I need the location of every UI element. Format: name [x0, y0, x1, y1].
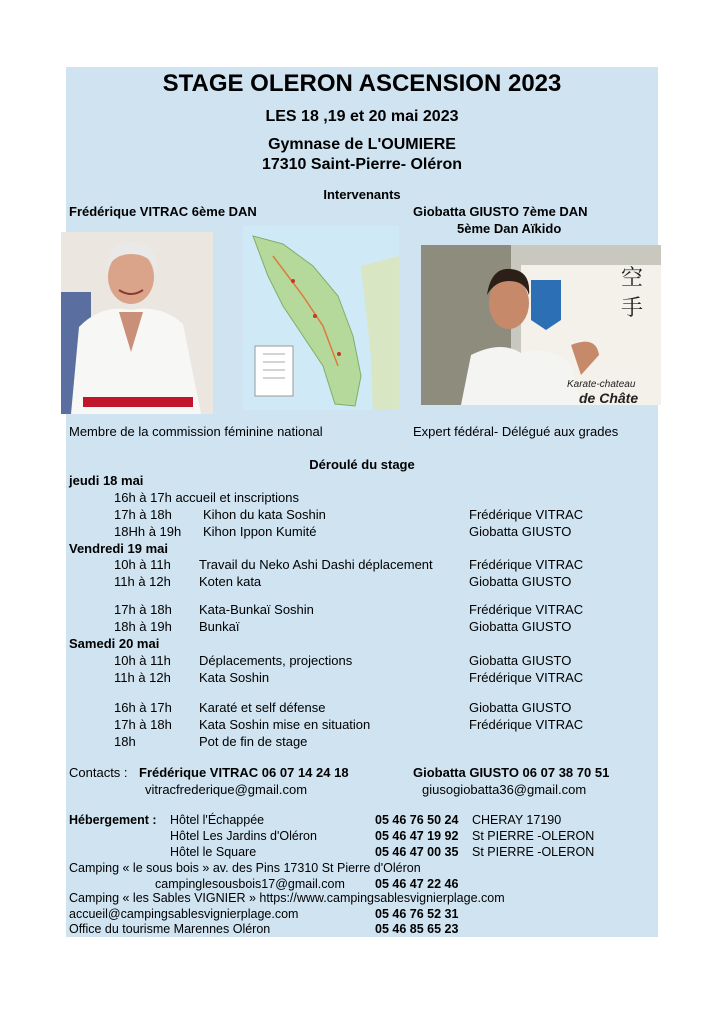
schedule-instructor: Giobatta GIUSTO [469, 619, 572, 634]
camping-1-email[interactable]: campinglesousbois17@gmail.com [155, 877, 345, 891]
hotel-town: St PIERRE -OLERON [472, 829, 595, 843]
event-dates: LES 18 ,19 et 20 mai 2023 [265, 108, 459, 125]
schedule-time: 18h à 19h [114, 619, 172, 634]
schedule-time: 10h à 11h [114, 653, 171, 668]
banner-kanji-icon-2: 手 [621, 296, 644, 321]
camping-1-phone: 05 46 47 22 46 [375, 877, 459, 891]
hotel-phone: 05 46 47 00 35 [375, 845, 459, 859]
schedule-activity: Karaté et self défense [199, 700, 326, 715]
day-heading: Samedi 20 mai [69, 636, 160, 651]
banner-kanji-icon: 空 [621, 266, 644, 291]
instructor-left-name: Frédérique VITRAC 6ème DAN [69, 204, 257, 219]
camping-2-phone: 05 46 76 52 31 [375, 907, 459, 921]
contact-left: Frédérique VITRAC 06 07 14 24 18 [139, 765, 349, 780]
oleron-map [243, 226, 399, 410]
schedule-instructor: Frédérique VITRAC [469, 670, 584, 685]
banner-text-1: Karate-chateau [567, 379, 636, 390]
banner-text-2: de Châte [579, 390, 639, 405]
schedule-title: Déroulé du stage [309, 457, 415, 472]
schedule-instructor: Frédérique VITRAC [469, 717, 584, 732]
instructor-right-subtitle: 5ème Dan Aïkido [457, 221, 562, 236]
schedule-time: 10h à 11h [114, 557, 171, 572]
schedule-activity: Kihon du kata Soshin [203, 507, 326, 522]
schedule-time: 17h à 18h [114, 602, 172, 617]
schedule-activity: Kata Soshin mise en situation [199, 717, 371, 732]
schedule-instructor: Frédérique VITRAC [469, 507, 584, 522]
tourism-phone: 05 46 85 65 23 [375, 922, 459, 936]
instructor-right-name: Giobatta GIUSTO 7ème DAN [413, 204, 588, 219]
schedule-activity: Kata Soshin [199, 670, 270, 685]
schedule-time: 16h à 17h accueil et inscriptions [114, 490, 300, 505]
intervenants-heading: Intervenants [323, 187, 401, 202]
schedule-activity: Kata-Bunkaï Soshin [199, 602, 314, 617]
hotel-phone: 05 46 47 19 92 [375, 829, 459, 843]
schedule-activity: Pot de fin de stage [199, 734, 308, 749]
hotel-name: Hôtel Les Jardins d'Oléron [170, 829, 317, 843]
left-photo [61, 232, 213, 414]
man-karate-photo [421, 245, 661, 405]
schedule-time: 11h à 12h [114, 670, 171, 685]
schedule-activity: Bunkaï [199, 619, 240, 634]
schedule-time: 11h à 12h [114, 574, 171, 589]
day-heading: Vendredi 19 mai [69, 541, 168, 556]
camping-2[interactable]: Camping « les Sables VIGNIER » https://www.campingsablesvignierplage.com [69, 891, 505, 905]
lodging-label: Hébergement : [69, 813, 157, 827]
schedule-instructor: Giobatta GIUSTO [469, 653, 572, 668]
schedule-time: 18h [114, 734, 136, 749]
contact-right-email[interactable]: giusogiobatta36@gmail.com [422, 782, 587, 797]
camping-2-email[interactable]: accueil@campingsablesvignierplage.com [69, 907, 299, 921]
venue-name: Gymnase de L'OUMIERE [268, 136, 456, 153]
hotel-phone: 05 46 76 50 24 [375, 813, 459, 827]
camping-1: Camping « le sous bois » av. des Pins 17310 St Pierre d'Oléron [69, 861, 421, 875]
schedule-instructor: Giobatta GIUSTO [469, 524, 572, 539]
contact-left-email[interactable]: vitracfrederique@gmail.com [145, 782, 308, 797]
schedule-time: 17h à 18h [114, 507, 172, 522]
schedule-activity: Déplacements, projections [199, 653, 353, 668]
schedule-instructor: Giobatta GIUSTO [469, 700, 572, 715]
map-island-graphic [243, 226, 399, 410]
schedule-instructor: Frédérique VITRAC [469, 557, 584, 572]
schedule-activity: Travail du Neko Ashi Dashi déplacement [199, 557, 433, 572]
schedule-instructor: Giobatta GIUSTO [469, 574, 572, 589]
right-photo [421, 245, 661, 405]
schedule-time: 18Hh à 19h [114, 524, 182, 539]
contacts-label: Contacts : [69, 765, 128, 780]
page-title: STAGE OLERON ASCENSION 2023 [162, 70, 562, 97]
schedule-activity: Koten kata [199, 574, 262, 589]
venue-address: 17310 Saint-Pierre- Oléron [261, 156, 463, 173]
day-heading: jeudi 18 mai [69, 473, 144, 488]
woman-karate-photo [61, 232, 213, 414]
hotel-town: CHERAY 17190 [472, 813, 562, 827]
instructor-left-role: Membre de la commission féminine national [69, 424, 323, 439]
hotel-name: Hôtel le Square [170, 845, 257, 859]
hotel-name: Hôtel l'Échappée [170, 813, 265, 827]
hotel-town: St PIERRE -OLERON [472, 845, 595, 859]
instructor-right-role: Expert fédéral- Délégué aux grades [413, 424, 619, 439]
schedule-activity: Kihon Ippon Kumité [203, 524, 317, 539]
schedule-time: 16h à 17h [114, 700, 172, 715]
schedule-time: 17h à 18h [114, 717, 172, 732]
schedule-instructor: Frédérique VITRAC [469, 602, 584, 617]
tourism-office: Office du tourisme Marennes Oléron [69, 922, 271, 936]
contact-right: Giobatta GIUSTO 06 07 38 70 51 [413, 765, 610, 780]
